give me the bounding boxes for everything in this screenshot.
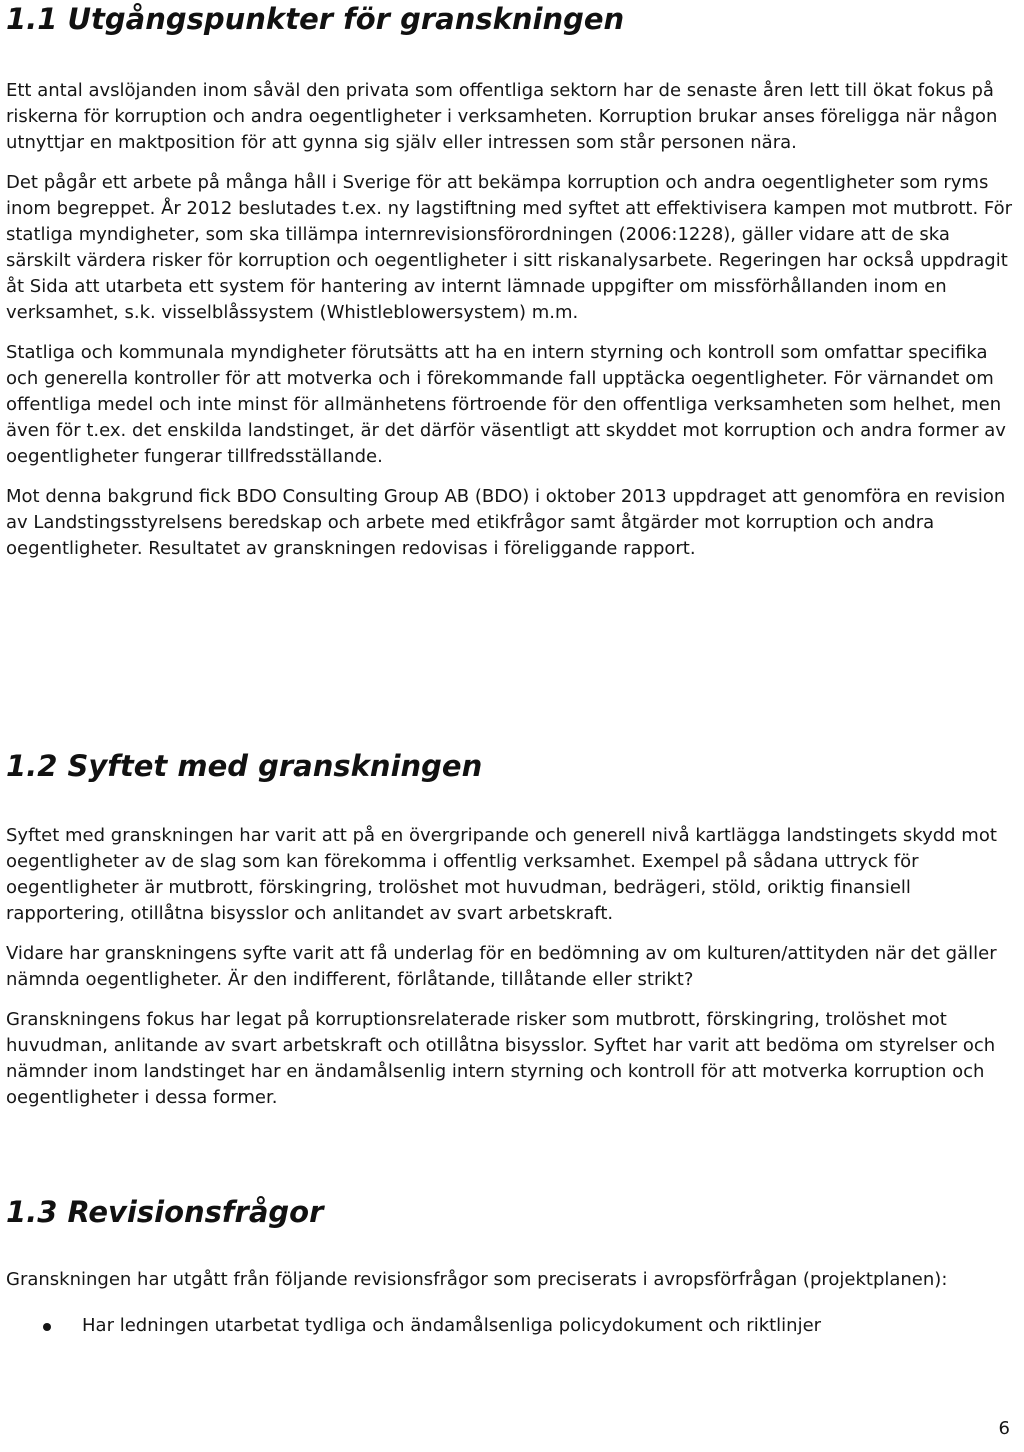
revision-questions-list <box>6 1313 1020 1339</box>
page-number: 6 <box>998 1418 1010 1439</box>
paragraph: Mot denna bakgrund fick BDO Consulting Group AB (BDO) i oktober 2013 uppdraget att genomföra en revision av Landstingsstyrelsens beredskap och arbete med etikfrågor samt åtgärder mot korruption och andra oegentligheter. Resultatet av granskningen redovisas i föreliggande rapport. <box>6 486 1006 559</box>
paragraph: Statliga och kommunala myndigheter förutsätts att ha en intern styrning och kontroll som omfattar specifika och generella kontroller för att motverka och i förekommande fall upptäcka oegentligheter. För värnandet om offentliga medel och inte minst för allmänhetens förtroende för den offentliga verksamheten som helhet, men även för t.ex. det enskilda landstinget, är det därför väsentligt att skyddet mot korruption och andra former av oegentligheter fungerar tillfredsställande. <box>6 342 1006 467</box>
paragraph: Granskningen har utgått från följande revisionsfrågor som preciserats i avropsförfrågan (projektplanen): <box>6 1269 948 1290</box>
section-heading: 1.1 Utgångspunkter för granskningen <box>6 2 625 36</box>
paragraph: Det pågår ett arbete på många håll i Sverige för att bekämpa korruption och andra oegentligheter som ryms inom begreppet. År 2012 beslutades t.ex. ny lagstiftning med syftet att effektivisera kampen mot mutbrott. För statliga myndigheter, som ska tillämpa internrevisionsförordningen (2006:1228), gäller vidare att de ska särskilt värdera risker för korruption och oegentligheter i sitt riskanalysarbete. Regeringen har också uppdragit åt Sida att utarbeta ett system för hantering av internt lämnade uppgifter om missförhållanden inom en verksamhet, s.k. visselblåssystem (Whistleblowersystem) m.m. <box>6 172 1013 323</box>
paragraph: Vidare har granskningens syfte varit att få underlag för en bedömning av om kulturen/attityden när det gäller nämnda oegentligheter. Är den indifferent, förlåtande, tillåtande eller strikt? <box>6 943 997 990</box>
section-revisionsfragor <box>6 1195 1020 1339</box>
paragraph: Ett antal avslöjanden inom såväl den privata som offentliga sektorn har de senaste åren lett till ökat fokus på riskerna för korruption och andra oegentligheter i verksamheten. Korruption brukar anses föreligga när någon utnyttjar en maktposition för att gynna sig själv eller intressen som står personen nära. <box>6 80 998 153</box>
list-item <box>6 1313 1020 1339</box>
section-heading: 1.2 Syftet med granskningen <box>6 749 483 783</box>
list-item-text: Har ledningen utarbetat tydliga och ändamålsenliga policydokument och riktlinjer <box>82 1315 822 1336</box>
section-utgangspunkter <box>6 2 1020 562</box>
paragraph: Syftet med granskningen har varit att på en övergripande och generell nivå kartlägga landstingets skydd mot oegentligheter av de slag som kan förekomma i offentlig verksamhet. Exempel på sådana uttryck för oegentligheter är mutbrott, förskingring, trolöshet mot huvudman, bedrägeri, stöld, oriktig finansiell rapportering, otillåtna bisysslor och anlitandet av svart arbetskraft. <box>6 825 997 924</box>
paragraph: Granskningens fokus har legat på korruptionsrelaterade risker som mutbrott, förskingring, trolöshet mot huvudman, anlitande av svart arbetskraft och otillåtna bisysslor. Syftet har varit att bedöma om styrelser och nämnder inom landstinget har en ändamålsenlig intern styrning och kontroll för att motverka korruption och oegentligheter i dessa former. <box>6 1009 996 1108</box>
bullet-icon <box>43 1323 51 1331</box>
section-syftet <box>6 749 1020 1111</box>
section-heading: 1.3 Revisionsfrågor <box>6 1195 324 1229</box>
